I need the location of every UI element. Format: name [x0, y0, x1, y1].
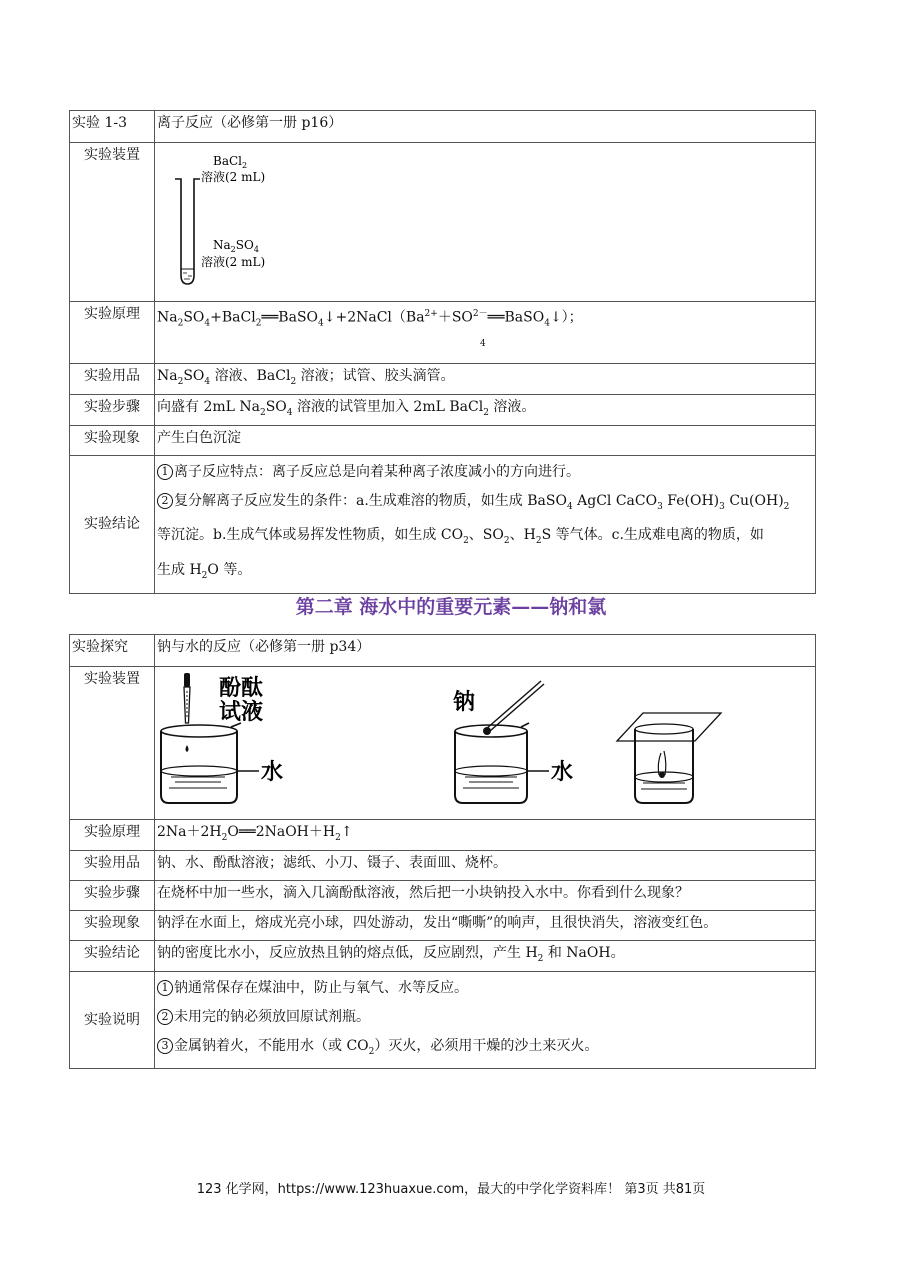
materials-text: 钠、水、酚酞溶液；滤纸、小刀、镊子、表面皿、烧杯。 [155, 850, 816, 880]
row-label-principle: 实验原理 [70, 820, 155, 851]
principle-equation: $2Na+2H_2O══2NaOH+H_2↑$ [155, 820, 816, 851]
beaker-icon [161, 723, 241, 803]
experiment-table-2 [69, 634, 816, 1069]
steps-text: 在烧杯中加一些水，滴入几滴酚酞溶液，然后把一小块钠投入水中。你看到什么现象？ [155, 880, 816, 910]
row-label-materials: 实验用品 [70, 850, 155, 880]
page-footer: 123 化学网，https://www.123huaxue.com，最大的中学化学资料库！ 第3页 共81页 [196, 1182, 706, 1197]
fig-na2so4-volume: 溶液(2 mL) [201, 255, 266, 269]
conclusion-text: 钠的密度比水小，反应放热且钠的熔点低，反应剧烈，产生 $H_2$ 和 NaOH。 [155, 940, 816, 971]
svg-text:BaCl2: BaCl$_2$ [213, 154, 248, 170]
water-label-1: 水 [261, 759, 284, 785]
row-label-steps: 实验步骤 [70, 394, 155, 425]
sodium-label: 钠 [453, 689, 476, 715]
conclusion-text: 1 离子反应特点：离子反应总是向着某种离子浓度减小的方向进行。 2 复分解离子反应发生的条件：a.生成难溶的物质，如生成 BaSO$_4$ AgCl CaCO$_3$ $Fe(OH)_3$ $Cu(OH)_2$ 等沉淀。b.生成气体或易挥发性物质，如生成 $CO_2$、$SO_2$、$H_2S$ 等气体。c.生成难电离的物质，如 生成 $H_2O$ 等。 [155, 455, 816, 593]
water-label-2: 水 [551, 759, 574, 785]
row-label-phenomenon: 实验现象 [70, 910, 155, 940]
chapter-heading: 第二章 海水中的重要元素——钠和氯 [295, 596, 607, 618]
svg-text:Na2SO4: $Na_2SO_4$ [213, 238, 259, 254]
row-label-materials: 实验用品 [70, 364, 155, 395]
row-label-phenomenon: 实验现象 [70, 425, 155, 455]
glass-plate-icon [617, 713, 721, 741]
apparatus-cell [155, 667, 816, 820]
materials-text: $Na_2SO_4$ 溶液、BaCl$_2$ 溶液；试管、胶头滴管。 [155, 364, 816, 395]
phenomenon-text: 钠浮在水面上，熔成光亮小球，四处游动，发出“嘶嘶”的响声，且很快消失，溶液变红色。 [155, 910, 816, 940]
principle-subscript: 4 [480, 339, 486, 350]
row-label-principle: 实验原理 [70, 302, 155, 364]
phenomenon-text: 产生白色沉淀 [155, 425, 816, 455]
circled-number: 1 [157, 980, 173, 996]
circled-number: 2 [157, 493, 173, 509]
fig-bacl2-label: BaCl [213, 154, 242, 168]
row-label-conclusion: 实验结论 [70, 455, 155, 593]
row-label-apparatus: 实验装置 [70, 667, 155, 820]
circled-number: 1 [157, 464, 173, 480]
beaker-figure [155, 667, 815, 813]
fig-bacl2-volume: 溶液(2 mL) [201, 170, 266, 184]
beaker-icon [455, 723, 529, 803]
row-label-steps: 实验步骤 [70, 880, 155, 910]
row-label-apparatus: 实验装置 [70, 143, 155, 302]
experiment-id: 实验探究 [70, 635, 155, 667]
dropper-icon [184, 673, 190, 752]
row-label-conclusion: 实验结论 [70, 940, 155, 971]
reagent-label: 试液 [219, 699, 264, 725]
experiment-id: 实验 1-3 [70, 111, 155, 143]
experiment-title: 离子反应（必修第一册 p16） [155, 111, 816, 143]
experiment-title: 钠与水的反应（必修第一册 p34） [155, 635, 816, 667]
phenolphthalein-label: 酚酞 [219, 675, 264, 701]
steps-text: 向盛有 2mL $Na_2SO_4$ 溶液的试管里加入 2mL BaCl$_2$ 溶液。 [155, 394, 816, 425]
circled-number: 2 [157, 1009, 173, 1025]
covered-beaker-icon [617, 713, 721, 803]
circled-number: 3 [157, 1038, 173, 1054]
row-label-notes: 实验说明 [70, 971, 155, 1069]
experiment-table-1 [69, 110, 816, 594]
sodium-piece-icon [483, 727, 491, 735]
apparatus-cell [155, 143, 816, 302]
test-tube-icon [175, 179, 200, 284]
principle-equation: $Na_2SO_4+BaCl_2══BaSO_4↓+2NaCl(Ba^{2+}+SO^{2-}══BaSO_4↓)$； 4 [155, 302, 816, 364]
test-tube-figure [157, 145, 297, 293]
fig-na2so4-label: Na [213, 238, 231, 252]
notes-text: 1 钠通常保存在煤油中，防止与氧气、水等反应。 2 未用完的钠必须放回原试剂瓶。 3 金属钠着火，不能用水（或 $CO_2$）灭火，必须用干燥的沙土来灭火。 [155, 971, 816, 1069]
